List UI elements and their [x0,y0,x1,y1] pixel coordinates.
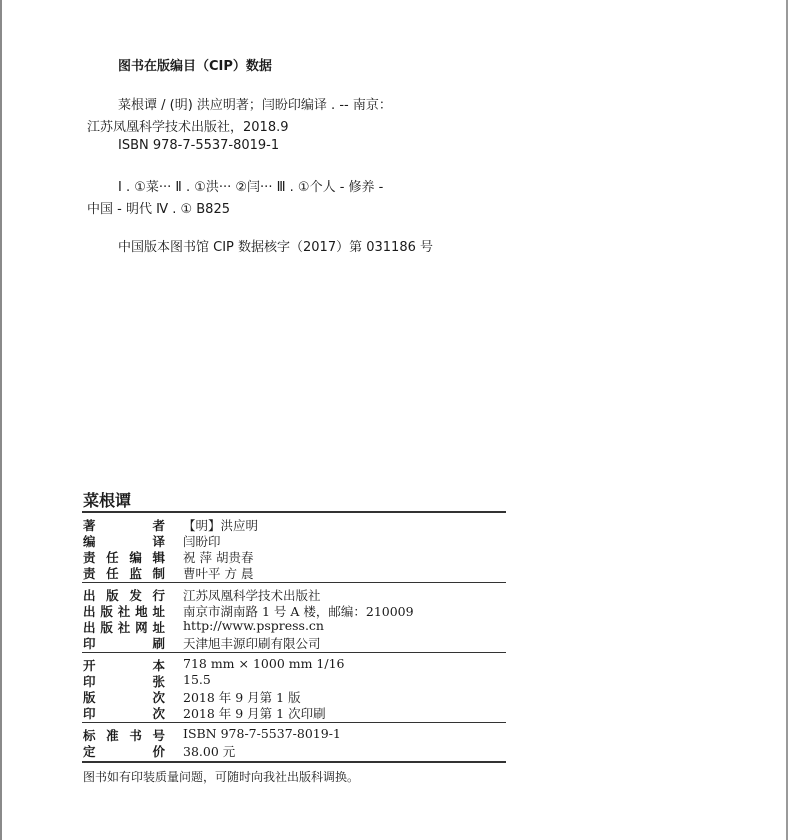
info-value: ISBN 978-7-5537-8019-1 [183,726,341,741]
info-label: 责任监制 [83,566,165,581]
info-label: 印张 [83,674,165,689]
info-label: 标准书号 [83,728,165,743]
info-value: 闫盼印 [183,534,221,549]
page-border-right [786,0,788,840]
info-value: 2018 年 9 月第 1 次印刷 [183,706,326,721]
info-label: 定价 [83,744,165,759]
rule-divider-2 [82,652,506,653]
rule-top [82,511,506,513]
cip-title: 图书在版编目（CIP）数据 [118,59,272,74]
info-label: 责任编辑 [83,550,165,565]
rule-divider-3 [82,722,506,723]
cip-line-isbn: ISBN 978-7-5537-8019-1 [118,138,280,153]
info-label: 印刷 [83,636,165,651]
info-label: 编译 [83,534,165,549]
cip-line-classification-2: 中国 - 明代 Ⅳ . ① B825 [87,202,231,217]
info-value: 天津旭丰源印刷有限公司 [183,636,321,651]
info-value: 江苏凤凰科学技术出版社 [183,588,321,603]
info-label: 出版社网址 [83,620,165,635]
info-value: 718 mm × 1000 mm 1/16 [183,656,345,671]
info-label: 开本 [83,658,165,673]
info-value: 【明】洪应明 [183,518,259,533]
info-value: 2018 年 9 月第 1 版 [183,690,301,705]
rule-divider-1 [82,582,506,583]
info-label: 著者 [83,518,165,533]
info-value: 曹叶平 方 晨 [183,566,254,581]
info-value: 祝 萍 胡贵春 [183,550,254,565]
info-label: 出版社地址 [83,604,165,619]
info-value: 38.00 元 [183,744,236,759]
info-value: 南京市湖南路 1 号 A 楼，邮编：210009 [183,604,414,619]
info-value: 15.5 [183,672,211,687]
cip-line-1: 菜根谭 / (明) 洪应明著；闫盼印编译 . -- 南京： [118,98,392,113]
info-label: 出版发行 [83,588,165,603]
book-title: 菜根谭 [83,491,132,510]
quality-notice: 图书如有印装质量问题，可随时向我社出版科调换。 [83,770,360,784]
rule-bottom [82,761,506,763]
cip-line-record-number: 中国版本图书馆 CIP 数据核字（2017）第 031186 号 [118,240,433,255]
page-border-left [0,0,2,840]
info-value: http://www.pspress.cn [183,618,324,633]
cip-line-classification-1: Ⅰ . ①菜··· Ⅱ . ①洪··· ②闫··· Ⅲ . ①个人 - 修养 - [118,180,384,195]
info-label: 印次 [83,706,165,721]
info-label: 版次 [83,690,165,705]
cip-line-2: 江苏凤凰科学技术出版社，2018.9 [87,120,289,135]
